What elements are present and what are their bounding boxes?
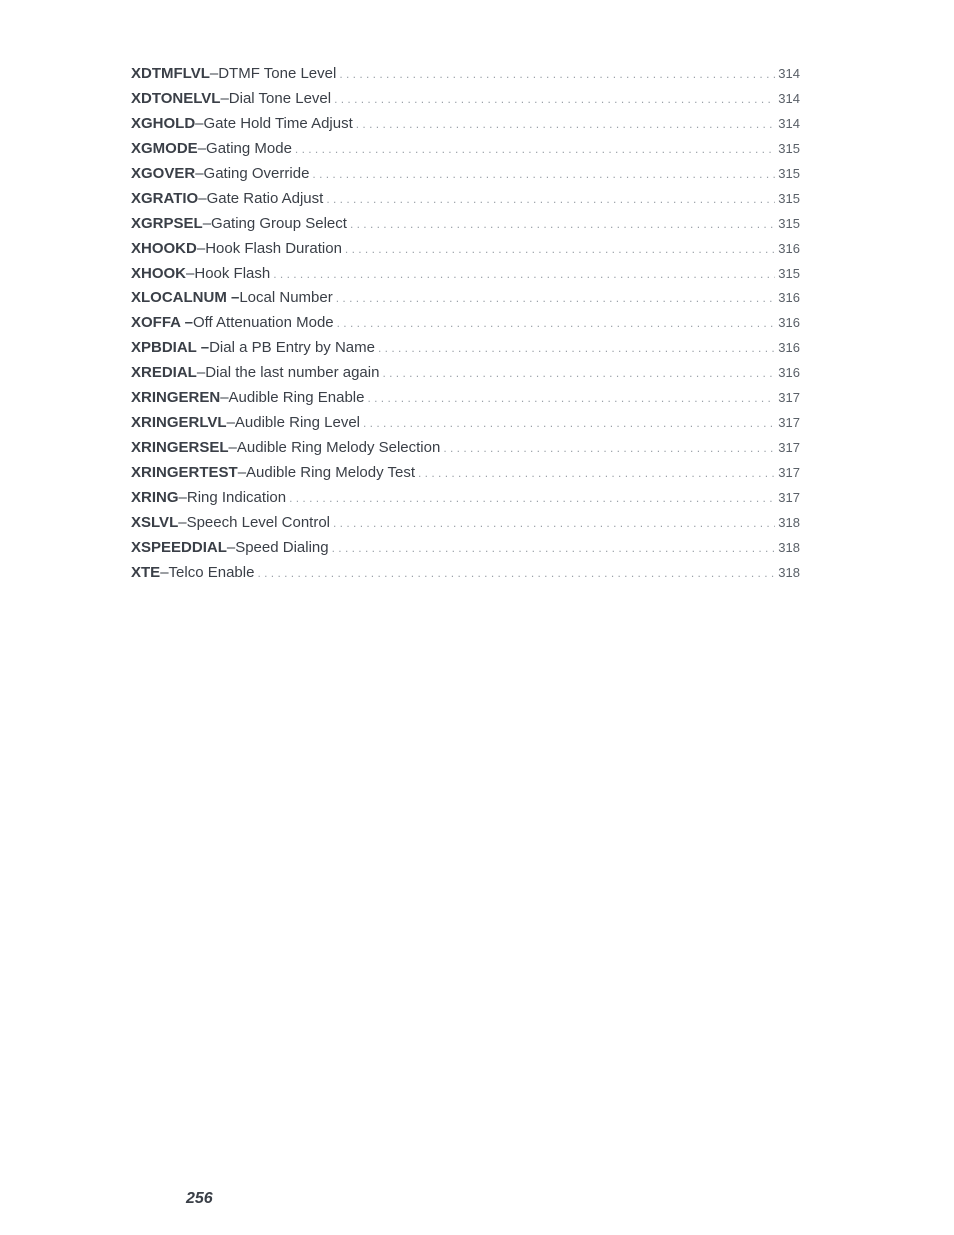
toc-command: XRINGEREN bbox=[131, 389, 221, 407]
toc-page-number: 317 bbox=[778, 390, 800, 406]
toc-description: Ring Indication bbox=[186, 488, 287, 506]
toc-command: XRINGERSEL bbox=[131, 439, 229, 457]
toc-page-number: 314 bbox=[778, 115, 800, 131]
toc-entry[interactable] bbox=[131, 189, 800, 214]
toc-description: Audible Ring Enable bbox=[228, 389, 365, 407]
toc-page-number: 315 bbox=[778, 165, 800, 181]
toc-description: Dial a PB Entry by Name bbox=[209, 339, 375, 357]
toc-command: XRINGERTEST bbox=[131, 464, 238, 481]
toc-command: XRINGERLVL bbox=[131, 414, 227, 432]
toc-page-number: 316 bbox=[778, 340, 800, 356]
toc-description: Telco Enable bbox=[168, 563, 255, 581]
toc-description: Gate Ratio Adjust bbox=[206, 189, 324, 207]
toc-entry[interactable] bbox=[131, 64, 800, 89]
toc-entry[interactable] bbox=[131, 239, 800, 264]
dot-leader bbox=[295, 139, 775, 159]
toc-separator: – bbox=[228, 439, 237, 457]
toc-page-number: 318 bbox=[778, 564, 800, 580]
dot-leader bbox=[326, 189, 775, 209]
dot-leader bbox=[378, 338, 775, 358]
toc-separator: – bbox=[202, 214, 212, 232]
toc-entry[interactable] bbox=[131, 513, 800, 538]
toc-page-number: 317 bbox=[778, 465, 800, 480]
toc-separator: – bbox=[186, 264, 195, 282]
toc-command: XGHOLD bbox=[131, 114, 196, 132]
toc-description: Audible Ring Level bbox=[234, 414, 360, 432]
toc-page-number: 318 bbox=[778, 514, 800, 530]
toc-separator: – bbox=[196, 239, 206, 257]
dot-leader bbox=[337, 313, 776, 333]
toc-command: XGRATIO bbox=[131, 189, 199, 207]
toc-description: Gating Group Select bbox=[211, 214, 347, 232]
dot-leader bbox=[336, 288, 776, 308]
footer-page-number: 256 bbox=[186, 1190, 213, 1207]
toc-separator: – bbox=[178, 488, 187, 506]
toc-description: Hook Flash bbox=[194, 264, 271, 282]
toc-command: XGRPSEL bbox=[131, 214, 203, 232]
toc-page-number: 314 bbox=[778, 90, 800, 106]
toc-entry[interactable] bbox=[131, 438, 800, 463]
dot-leader bbox=[273, 264, 775, 284]
toc-entry[interactable] bbox=[131, 488, 800, 513]
toc-command: XRING bbox=[131, 488, 179, 506]
dot-leader bbox=[312, 164, 775, 184]
toc-command: XLOCALNUM – bbox=[131, 289, 240, 307]
dot-leader bbox=[334, 89, 775, 109]
toc-separator: – bbox=[209, 65, 219, 82]
toc-command: XDTMFLVL bbox=[131, 65, 210, 82]
toc-separator: – bbox=[226, 414, 235, 432]
toc-entry[interactable] bbox=[131, 89, 800, 114]
toc-command: XHOOKD bbox=[131, 239, 197, 257]
toc-page-number: 316 bbox=[778, 315, 800, 331]
dot-leader bbox=[367, 388, 775, 408]
toc-entry[interactable] bbox=[131, 313, 800, 338]
dot-leader bbox=[363, 413, 775, 433]
toc-page-number: 314 bbox=[778, 66, 800, 81]
toc-page-number: 318 bbox=[778, 539, 800, 555]
toc-entry[interactable] bbox=[131, 214, 800, 239]
toc-page-number: 316 bbox=[778, 365, 800, 381]
toc-page-number: 317 bbox=[778, 440, 800, 456]
toc-entry[interactable] bbox=[131, 538, 800, 563]
toc-entry[interactable] bbox=[131, 264, 800, 289]
toc-description: Audible Ring Melody Selection bbox=[236, 439, 441, 457]
dot-leader bbox=[332, 538, 776, 558]
toc-command: XHOOK bbox=[131, 264, 187, 282]
toc-description: Off Attenuation Mode bbox=[192, 314, 334, 332]
toc-description: Gating Mode bbox=[206, 139, 292, 157]
toc-separator: – bbox=[160, 563, 169, 581]
toc-description: Gating Override bbox=[203, 164, 310, 182]
dot-leader bbox=[333, 513, 775, 533]
toc-description: Gate Hold Time Adjust bbox=[203, 114, 353, 132]
dot-leader bbox=[418, 463, 775, 483]
dot-leader bbox=[443, 438, 775, 458]
toc-command: XGMODE bbox=[131, 139, 198, 157]
dot-leader bbox=[356, 114, 776, 134]
toc-page-number: 316 bbox=[778, 290, 800, 306]
toc-description: Audible Ring Melody Test bbox=[246, 464, 416, 481]
toc-separator: – bbox=[198, 189, 207, 207]
dot-leader bbox=[345, 239, 775, 259]
toc-command: XTE bbox=[131, 563, 161, 581]
toc-entry[interactable] bbox=[131, 139, 800, 164]
toc-entry[interactable] bbox=[131, 164, 800, 189]
toc-entry[interactable] bbox=[131, 338, 800, 363]
toc-separator: – bbox=[178, 513, 187, 531]
dot-leader bbox=[257, 563, 775, 583]
toc-page-number: 317 bbox=[778, 415, 800, 431]
dot-leader bbox=[382, 363, 775, 383]
toc-command: XOFFA – bbox=[131, 314, 193, 332]
toc-entry[interactable] bbox=[131, 363, 800, 388]
toc-entry[interactable] bbox=[131, 388, 800, 413]
toc-command: XSLVL bbox=[131, 513, 179, 531]
toc-description: Speech Level Control bbox=[186, 513, 331, 531]
toc-separator: – bbox=[220, 389, 229, 407]
toc-separator: – bbox=[237, 464, 247, 481]
toc-command: XPBDIAL – bbox=[131, 339, 210, 357]
toc-separator: – bbox=[197, 139, 207, 157]
toc-separator: – bbox=[226, 538, 236, 556]
toc-entry[interactable] bbox=[131, 413, 800, 438]
toc-command: XGOVER bbox=[131, 164, 196, 182]
toc-description: Dial Tone Level bbox=[228, 89, 332, 107]
toc-command: XDTONELVL bbox=[131, 89, 221, 107]
toc-separator: – bbox=[195, 114, 204, 132]
toc-page-number: 315 bbox=[778, 190, 800, 206]
toc-separator: – bbox=[196, 364, 206, 382]
toc-separator: – bbox=[220, 89, 229, 107]
toc-entry[interactable] bbox=[131, 563, 800, 588]
toc-entry[interactable] bbox=[131, 463, 800, 488]
toc-description: Dial the last number again bbox=[205, 364, 380, 382]
toc-command: XREDIAL bbox=[131, 364, 197, 382]
toc-page-number: 315 bbox=[778, 215, 800, 231]
toc-description: DTMF Tone Level bbox=[218, 65, 337, 82]
dot-leader bbox=[289, 488, 775, 508]
toc-page-number: 316 bbox=[778, 240, 800, 256]
toc-entry[interactable] bbox=[131, 288, 800, 313]
toc-separator: – bbox=[195, 164, 204, 182]
dot-leader bbox=[339, 64, 775, 84]
toc-page-number: 315 bbox=[778, 265, 800, 281]
toc-description: Hook Flash Duration bbox=[205, 239, 342, 257]
toc-description: Speed Dialing bbox=[235, 538, 329, 556]
table-of-contents bbox=[131, 64, 800, 588]
toc-command: XSPEEDDIAL bbox=[131, 538, 227, 556]
dot-leader bbox=[350, 214, 775, 234]
toc-page-number: 317 bbox=[778, 489, 800, 505]
toc-description: Local Number bbox=[239, 289, 333, 307]
toc-page-number: 315 bbox=[778, 140, 800, 156]
toc-entry[interactable] bbox=[131, 114, 800, 139]
